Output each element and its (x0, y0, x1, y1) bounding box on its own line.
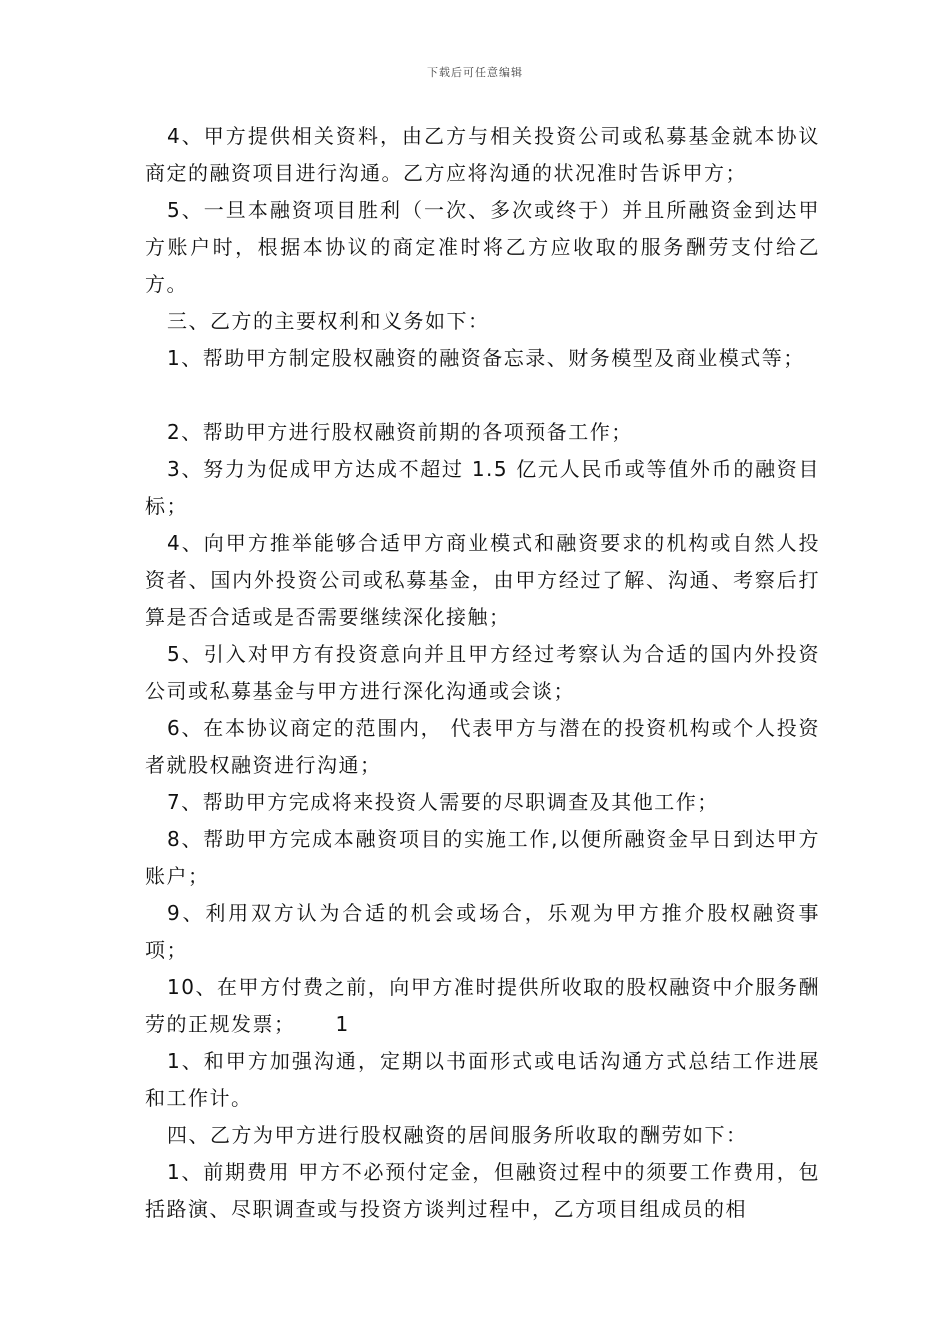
paragraph: 1、帮助甲方制定股权融资的融资备忘录、财务模型及商业模式等； (167, 346, 805, 370)
paragraph: 1、前期费用 甲方不必预付定金，但融资过程中的须要工作费用，包括路演、尽职调查或与投资方谈判过程中，乙方项目组成员的相 (145, 1160, 820, 1221)
section-heading: 三、乙方的主要权利和义务如下： (167, 309, 490, 333)
section-heading: 四、乙方为甲方进行股权融资的居间服务所收取的酬劳如下： (167, 1123, 748, 1147)
paragraph: 5、一旦本融资项目胜利（一次、多次或终于）并且所融资金到达甲方账户时，根据本协议的商定准时将乙方应收取的服务酬劳支付给乙方。 (145, 198, 820, 296)
page-number: 1 (335, 1012, 350, 1036)
paragraph: 4、甲方提供相关资料，由乙方与相关投资公司或私募基金就本协议商定的融资项目进行沟通。乙方应将沟通的状况准时告诉甲方； (145, 124, 820, 185)
paragraph (145, 969, 820, 1043)
paragraph: 4、向甲方推举能够合适甲方商业模式和融资要求的机构或自然人投资者、国内外投资公司或私募基金，由甲方经过了解、沟通、考察后打算是否合适或是否需要继续深化接触； (145, 531, 820, 629)
paragraph: 5、引入对甲方有投资意向并且甲方经过考察认为合适的国内外投资公司或私募基金与甲方进行深化沟通或会谈； (145, 642, 820, 703)
paragraph-text: 10、在甲方付费之前，向甲方准时提供所收取的股权融资中介服务酬劳的正规发票； (145, 975, 820, 1036)
paragraph: 7、帮助甲方完成将来投资人需要的尽职调查及其他工作； (167, 790, 719, 814)
paragraph: 9、利用双方认为合适的机会或场合，乐观为甲方推介股权融资事项； (145, 901, 820, 962)
paragraph: 6、在本协议商定的范围内， 代表甲方与潜在的投资机构或个人投资者就股权融资进行沟通； (145, 716, 820, 777)
header-note: 下载后可任意编辑 (427, 66, 523, 79)
document-body (145, 118, 820, 1228)
paragraph: 8、帮助甲方完成本融资项目的实施工作,以便所融资金早日到达甲方账户； (145, 827, 820, 888)
paragraph: 2、帮助甲方进行股权融资前期的各项预备工作； (167, 420, 633, 444)
paragraph: 3、努力为促成甲方达成不超过 1.5 亿元人民币或等值外币的融资目标； (145, 457, 820, 518)
paragraph: 1、和甲方加强沟通，定期以书面形式或电话沟通方式总结工作进展和工作计。 (145, 1049, 820, 1110)
